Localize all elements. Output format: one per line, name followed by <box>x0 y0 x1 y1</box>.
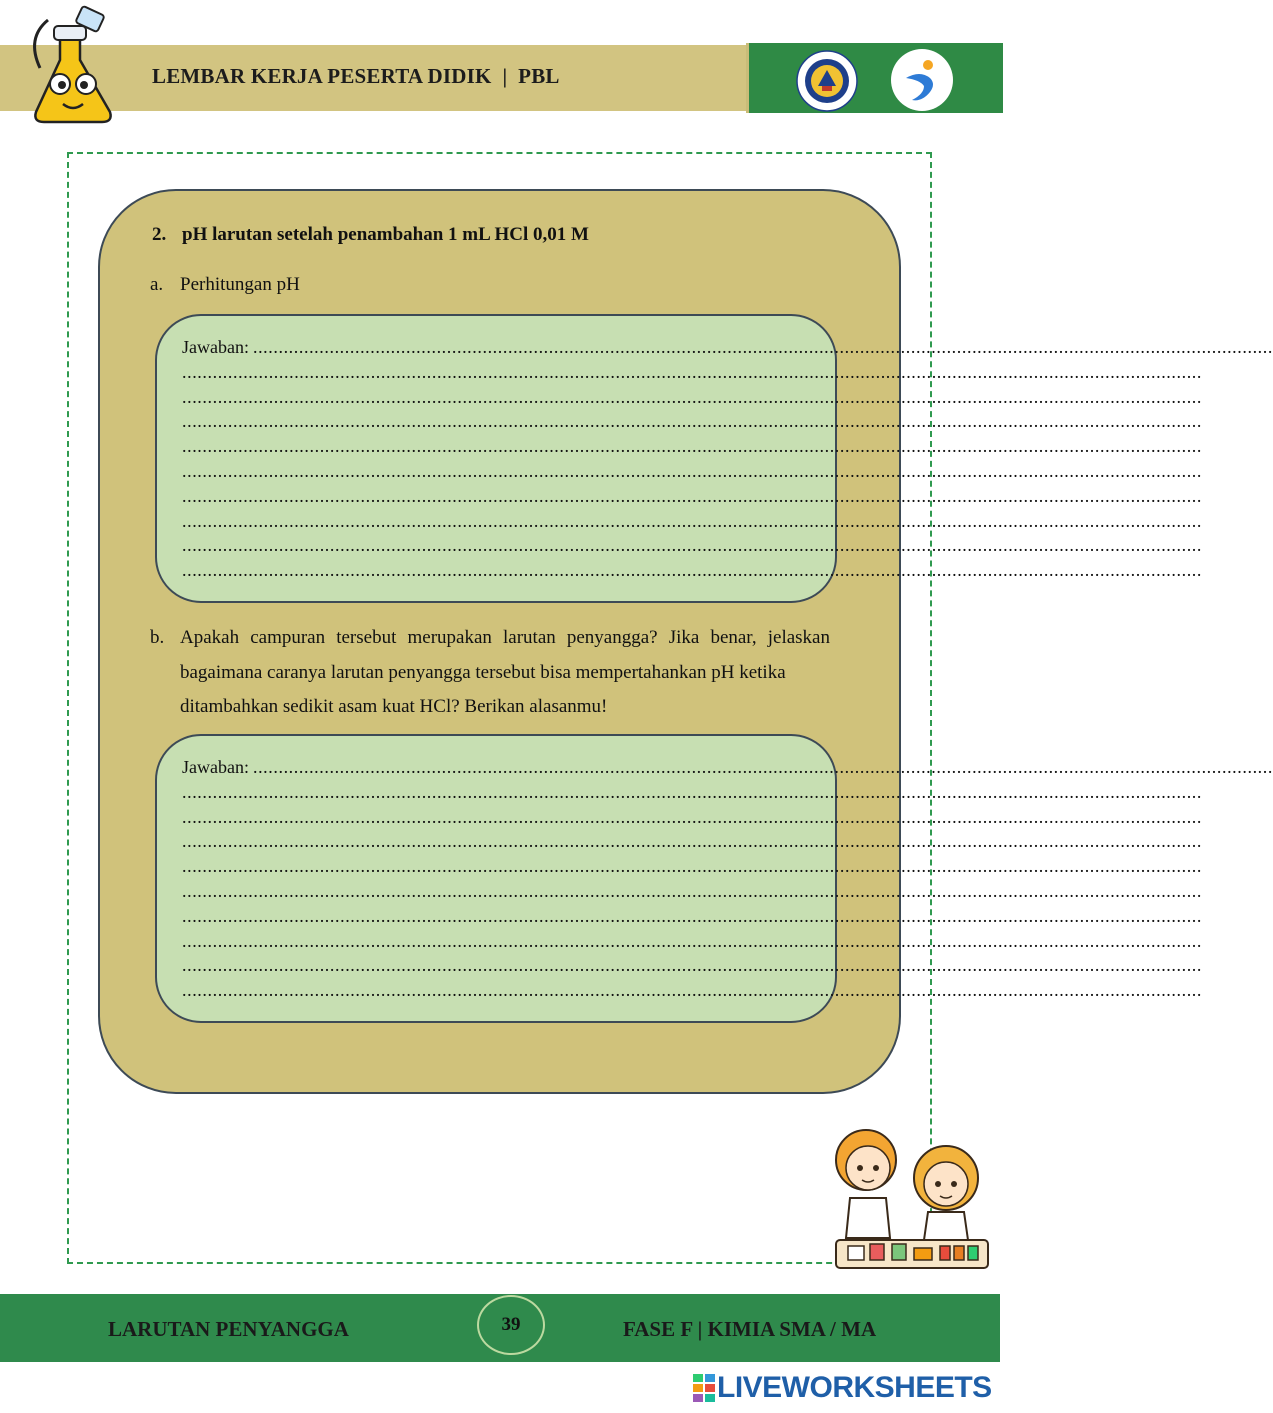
liveworksheets-icon <box>693 1374 715 1402</box>
part-b-word: larutan <box>503 627 556 648</box>
part-b-word: Apakah <box>180 627 240 648</box>
part-b-line-1 <box>180 621 830 656</box>
answer-line[interactable]: ........................................................................................................................................................................................................ <box>182 436 1202 457</box>
answer-line[interactable]: ........................................................................................................................................................................................................ <box>182 361 1202 382</box>
answer-line[interactable]: ........................................................................................................................................................................................................ <box>182 831 1202 852</box>
footer-phase: FASE F | KIMIA SMA / MA <box>623 1317 877 1341</box>
unp-logo <box>796 50 858 112</box>
liveworksheets-text: LIVEWORKSHEETS <box>717 1371 992 1404</box>
answer-line[interactable]: ........................................................................................................................................................................................................ <box>182 880 1202 901</box>
part-a-label: a. <box>150 274 164 295</box>
answer-label-b: Jawaban: <box>182 757 249 777</box>
answer-line[interactable]: ........................................................................................................................................................................................................ <box>182 905 1202 926</box>
student-scientists-illustration <box>822 1118 994 1274</box>
header-title: LEMBAR KERJA PESERTA DIDIK | PBL <box>152 64 560 88</box>
answer-line[interactable]: ........................................................................................................................................................................................................ <box>182 386 1202 407</box>
part-b-word: campuran <box>250 627 326 648</box>
answer-line[interactable]: ........................................................................................................................................................................................................ <box>182 535 1202 556</box>
answer-line[interactable]: ........................................................................................................................................................................................................ <box>182 955 1202 976</box>
answer-line[interactable]: ........................................................................................................................................................................................................ <box>182 460 1202 481</box>
part-b-word: penyangga? <box>566 627 658 648</box>
part-b-line-2: bagaimana caranya larutan penyangga tersebut bisa mempertahankan pH ketika <box>180 661 786 683</box>
footer-topic: LARUTAN PENYANGGA <box>108 1317 349 1341</box>
answer-lines-a[interactable] <box>182 335 1273 583</box>
answer-line[interactable]: ........................................................................................................................................................................................................ <box>182 980 1202 1001</box>
answer-label-a: Jawaban: <box>182 337 249 357</box>
part-b-word: jelaskan <box>767 627 830 648</box>
header-logo-panel <box>746 43 1003 113</box>
question-title <box>152 224 589 246</box>
part-b-word: Jika <box>668 627 700 648</box>
part-b <box>150 621 830 725</box>
question-number: 2. <box>152 224 167 245</box>
kurikulum-merdeka-logo <box>890 48 954 112</box>
part-b-label: b. <box>150 627 165 648</box>
answer-line[interactable]: ........................................................................................................................................................................................................ <box>182 930 1202 951</box>
part-b-word: benar, <box>710 627 757 648</box>
flask-mascot-icon <box>18 8 128 128</box>
answer-line[interactable]: ........................................................................................................................................................................................................ <box>252 757 1273 777</box>
part-b-word: merupakan <box>407 627 492 648</box>
answer-lines-b[interactable] <box>182 755 1273 1003</box>
liveworksheets-watermark[interactable] <box>693 1371 992 1405</box>
part-b-word: tersebut <box>336 627 397 648</box>
page-number-badge <box>477 1295 545 1355</box>
answer-line[interactable]: ........................................................................................................................................................................................................ <box>182 560 1202 581</box>
answer-line[interactable]: ........................................................................................................................................................................................................ <box>252 337 1273 357</box>
answer-line[interactable]: ........................................................................................................................................................................................................ <box>182 411 1202 432</box>
answer-line[interactable]: ........................................................................................................................................................................................................ <box>182 856 1202 877</box>
part-a-text: Perhitungan pH <box>180 274 300 295</box>
page-number: 39 <box>501 1314 521 1335</box>
question-title-text: pH larutan setelah penambahan 1 mL HCl 0,01 M <box>182 224 589 245</box>
answer-line[interactable]: ........................................................................................................................................................................................................ <box>182 806 1202 827</box>
answer-line[interactable]: ........................................................................................................................................................................................................ <box>182 510 1202 531</box>
part-b-line-3: ditambahkan sedikit asam kuat HCl? Berikan alasanmu! <box>180 696 608 717</box>
answer-line[interactable]: ........................................................................................................................................................................................................ <box>182 485 1202 506</box>
answer-line[interactable]: ........................................................................................................................................................................................................ <box>182 781 1202 802</box>
part-a <box>150 274 300 296</box>
